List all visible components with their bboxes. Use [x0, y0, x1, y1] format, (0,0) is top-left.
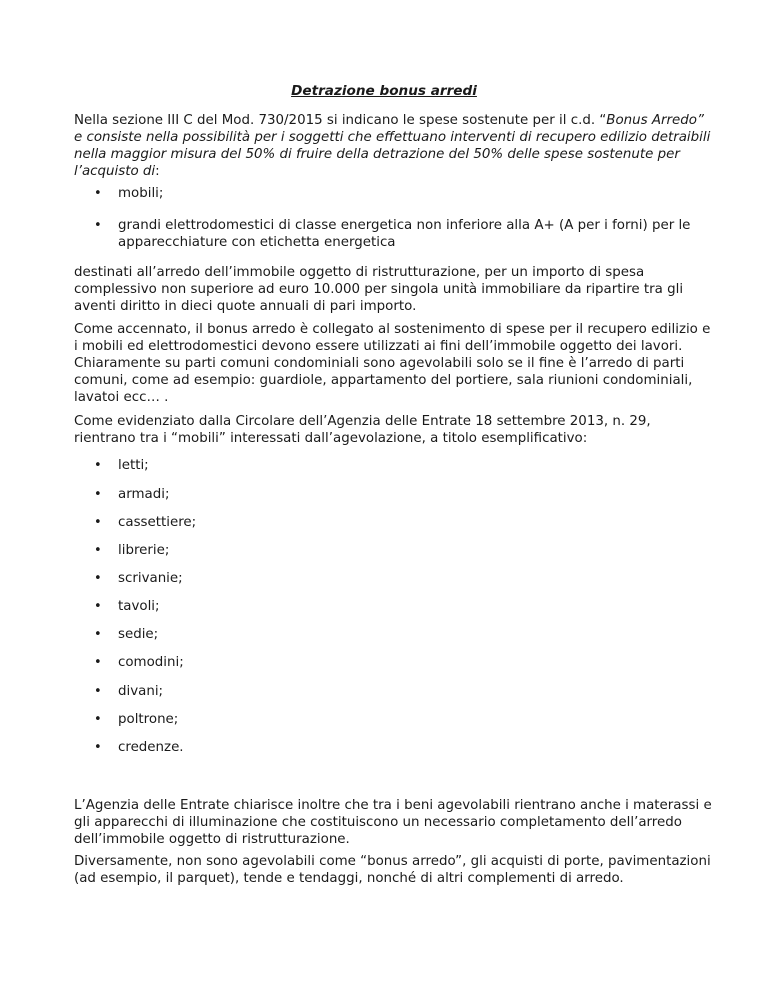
bullet-icon: •	[94, 627, 102, 642]
list-item-text: armadi;	[118, 487, 170, 502]
list-item-text: tavoli;	[118, 599, 160, 614]
list-item-text: cassettiere;	[118, 515, 197, 530]
list-item-text: mobili;	[118, 186, 164, 201]
list-item-text: grandi elettrodomestici di classe energetica non inferiore alla A+ (A per i forni) per le apparecchiature con etichetta energetica	[118, 218, 691, 250]
intro-tail: :	[155, 164, 160, 179]
document-title: Detrazione bonus arredi	[291, 83, 477, 99]
bullet-icon: •	[94, 571, 102, 586]
bullet-icon: •	[94, 458, 102, 473]
bullet-icon: •	[94, 599, 102, 614]
agenzia-paragraph: L’Agenzia delle Entrate chiarisce inoltre che tra i beni agevolabili rientrano anche i materassi e gli apparecchi di illuminazione che costituiscono un necessario completamento dell’arredo dell’immobile oggetto di ristrutturazione.	[74, 798, 712, 847]
bullet-icon: •	[94, 655, 102, 670]
bullet-icon: •	[94, 515, 102, 530]
bullet-icon: •	[94, 740, 102, 755]
exclusions-paragraph: Diversamente, non sono agevolabili come “bonus arredo”, gli acquisti di porte, pavimentazioni (ad esempio, il parquet), tende e tendaggi, nonché di altri complementi di arredo.	[74, 854, 711, 886]
list-item-text: librerie;	[118, 543, 170, 558]
bullet-icon: •	[94, 543, 102, 558]
list-item-text: scrivanie;	[118, 571, 183, 586]
bullet-icon: •	[94, 712, 102, 727]
intro-italic: Bonus Arredo” e consiste nella possibilità per i soggetti che effettuano interventi di recupero edilizio detraibili nella maggior misura del 50% di fruire della detrazione del 50% delle spese sostenute per l’acquisto di	[74, 113, 711, 179]
bullet-icon: •	[94, 487, 102, 502]
intro-paragraph	[74, 112, 714, 180]
list-item-text: sedie;	[118, 627, 159, 642]
intro-lead: Nella sezione III C del Mod. 730/2015 si indicano le spese sostenute per il c.d. “	[74, 113, 607, 128]
bullet-icon: •	[94, 684, 102, 699]
list-item-text: divani;	[118, 684, 164, 699]
bullet-icon: •	[94, 186, 102, 201]
list-item-text: poltrone;	[118, 712, 179, 727]
list-item-text: credenze.	[118, 740, 184, 755]
circolare-paragraph: Come evidenziato dalla Circolare dell’Agenzia delle Entrate 18 settembre 2013, n. 29, rientrano tra i “mobili” interessati dall’agevolazione, a titolo esemplificativo:	[74, 414, 651, 446]
bullet-icon: •	[94, 218, 102, 233]
explanation-paragraph: Come accennato, il bonus arredo è collegato al sostenimento di spese per il recupero edilizio e i mobili ed elettrodomestici devono essere utilizzati ai fini dell’immobile oggetto dei lavori. Chiaramente su parti comuni condominiali sono agevolabili solo se il fine è l’arredo di parti comuni, come ad esempio: guardiole, appartamento del portiere, sala riunioni condominiali, lavatoi ecc… .	[74, 322, 711, 405]
list-item-text: comodini;	[118, 655, 184, 670]
destination-paragraph: destinati all’arredo dell’immobile oggetto di ristrutturazione, per un importo di spesa complessivo non superiore ad euro 10.000 per singola unità immobiliare da ripartire tra gli aventi diritto in dieci quote annuali di pari importo.	[74, 265, 684, 314]
list-item-text: letti;	[118, 458, 149, 473]
